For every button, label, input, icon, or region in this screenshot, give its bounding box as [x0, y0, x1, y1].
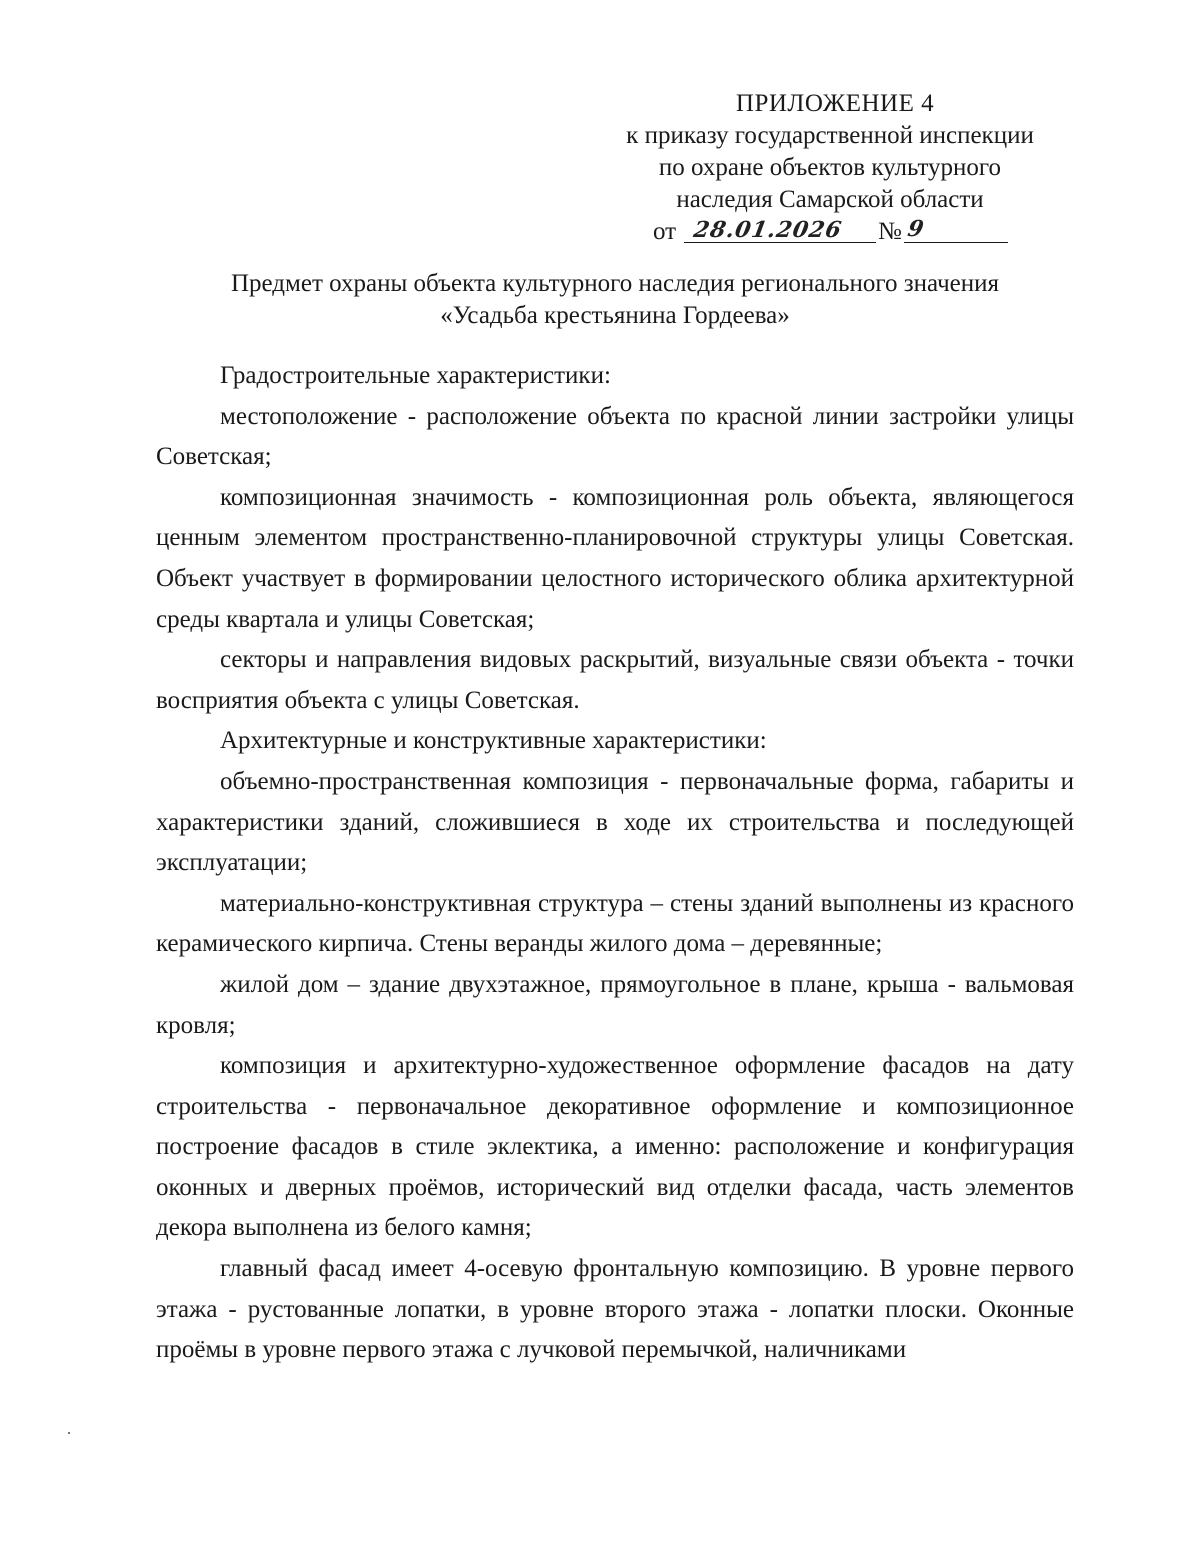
handwritten-number: 9: [905, 216, 926, 242]
paragraph-material-structure: материально-конструктивная структура – стены зданий выполнены из красного керамического кирпича. Стены веранды жилого дома – деревянные;: [156, 889, 1074, 958]
paragraph-view-sectors: секторы и направления видовых раскрытий, визуальные связи объекта - точки восприятия объекта с улицы Советская.: [156, 646, 1074, 714]
order-date-number-line: [600, 216, 1060, 250]
paragraph-location: местоположение - расположение объекта по красной линии застройки улицы Советская;: [156, 402, 1074, 471]
paragraph-residential-house: жилой дом – здание двухэтажное, прямоугольное в плане, крыша - вальмовая кровля;: [156, 970, 1074, 1039]
appendix-line-1: к приказу государственной инспекции: [626, 122, 1034, 149]
date-prefix: от: [653, 218, 677, 245]
document-title-line-1: Предмет охраны объекта культурного наследия регионального значения: [230, 270, 1000, 297]
scan-speck: [68, 1432, 70, 1434]
paragraph-main-facade: главный фасад имеет 4-осевую фронтальную композицию. В уровне первого этажа - рустованные лопатки, в уровне второго этажа - лопатки плоски. Оконные проёмы в уровне первого этажа с лучковой перемычкой, наличниками: [156, 1255, 1074, 1364]
document-title-line-2: «Усадьба крестьянина Гордеева»: [440, 302, 790, 329]
paragraph-composition-significance: композиционная значимость - композиционная роль объекта, являющегося ценным элементом пространственно-планировочной структуры улицы Советская. Объект участвует в формировании целостного исторического облика архитектурной среды квартала и улицы Советская;: [156, 483, 1074, 633]
paragraph-volume-composition: объемно-пространственная композиция - первоначальные форма, габариты и характеристики зданий, сложившиеся в ходе их строительства и последующей эксплуатации;: [156, 767, 1074, 877]
section-heading-urban: Градостроительные характеристики:: [220, 362, 611, 389]
appendix-title: ПРИЛОЖЕНИЕ 4: [735, 90, 935, 117]
document-title: [150, 268, 1080, 332]
paragraph-facade-design: композиция и архитектурно-художественное оформление фасадов на дату строительства - первоначальное декоративное оформление и композиционное построение фасадов в стиле эклектика, а именно: расположение и конфигурация оконных и дверных проёмов, исторический вид отделки фасада, часть элементов декора выполнена из белого камня;: [156, 1052, 1074, 1242]
handwritten-date: 28.01.2026: [691, 217, 845, 243]
appendix-header: [600, 88, 1060, 250]
appendix-line-3: наследия Самарской области: [676, 186, 984, 213]
appendix-line-2: по охране объектов культурного: [658, 154, 1002, 181]
section-heading-architecture: Архитектурные и конструктивные характеристики:: [220, 727, 767, 755]
document-body: [156, 356, 1074, 1371]
number-sign: №: [878, 218, 902, 245]
